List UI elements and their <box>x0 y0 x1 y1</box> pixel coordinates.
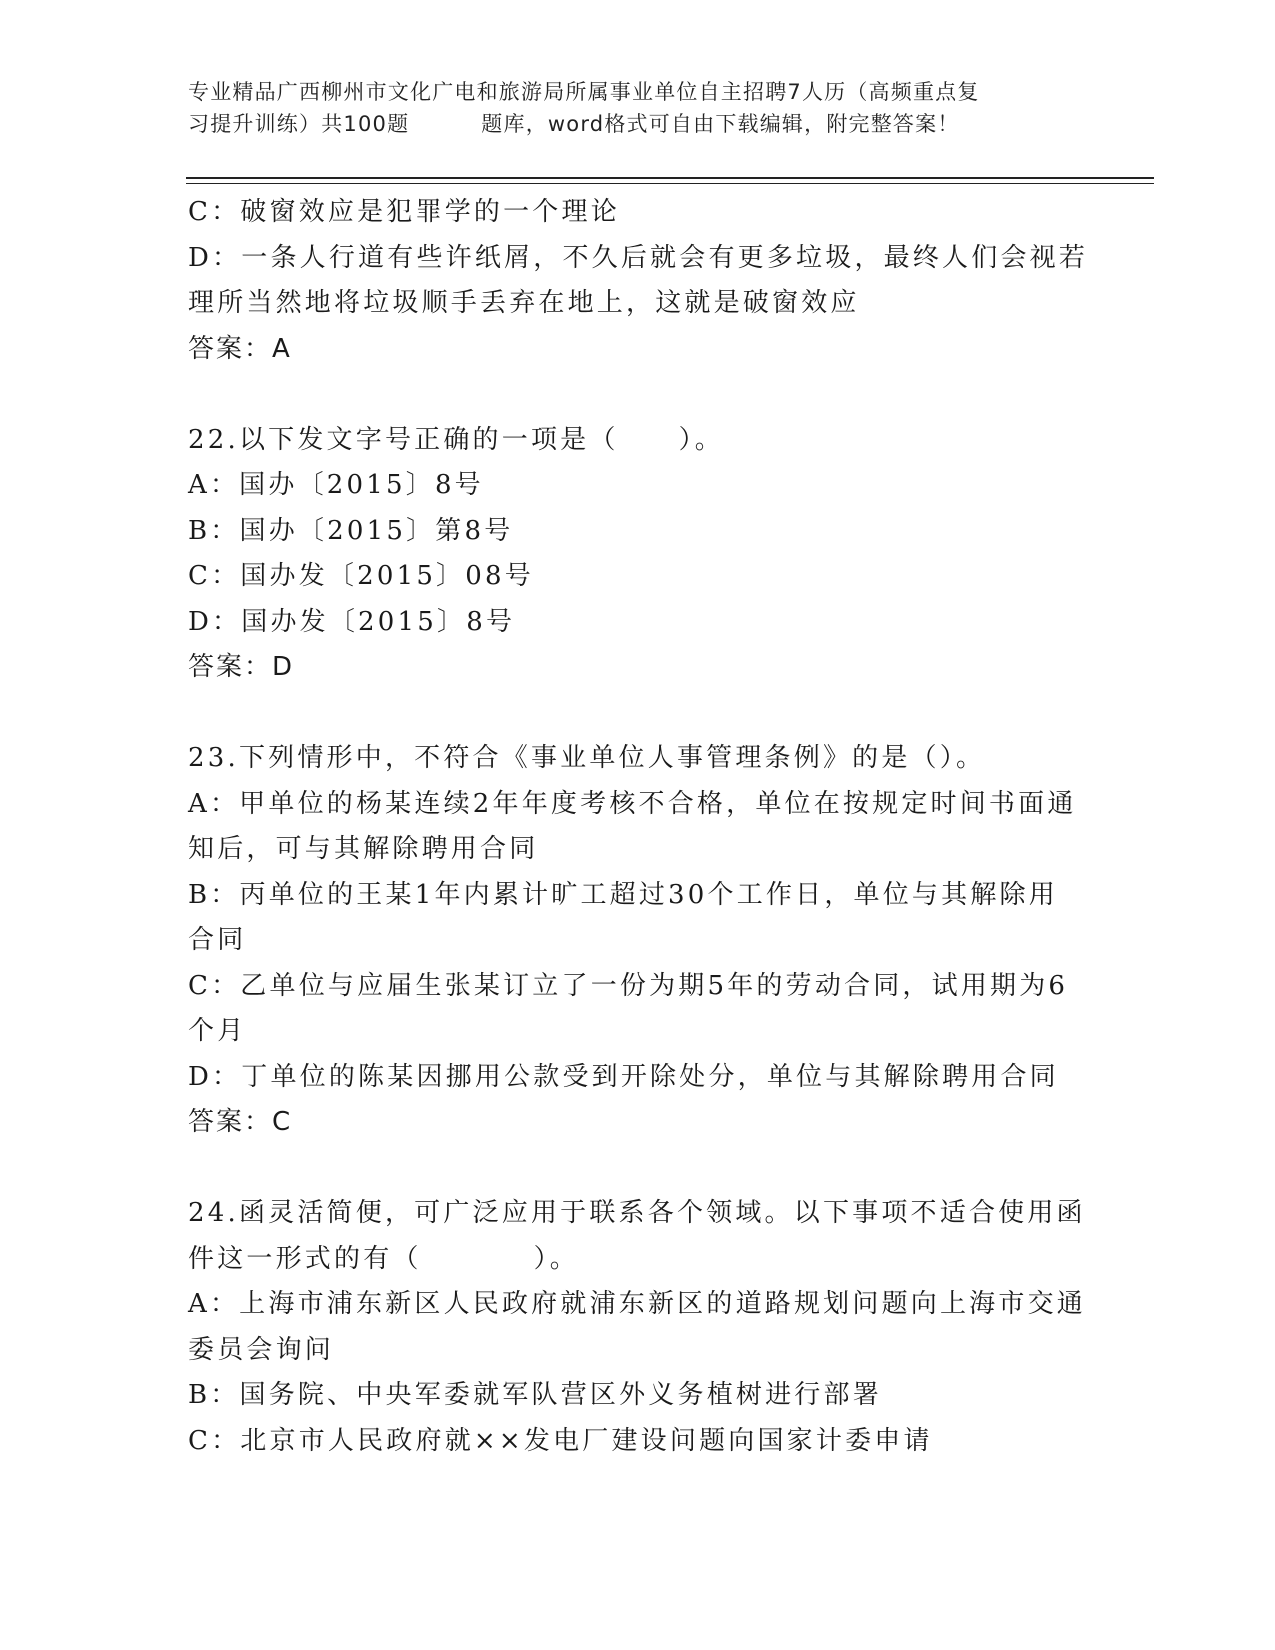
page-header <box>188 76 1088 140</box>
question-content <box>188 190 1088 1464</box>
option-b: B：国办〔2015〕第8号 <box>188 515 514 546</box>
question-stem-part-b: ）。 <box>533 1243 580 1274</box>
question-stem-line-2 <box>188 1237 1088 1283</box>
option-c-line-1: C：乙单位与应届生张某订立了一份为期5年的劳动合同，试用期为6 <box>188 970 1069 1001</box>
answer: 答案：D <box>188 652 295 682</box>
option-d: D：国办发〔2015〕8号 <box>188 606 516 637</box>
question-stem-part-a: 22.以下发文字号正确的一项是（ <box>188 424 619 455</box>
question-21-continued <box>188 190 1088 372</box>
spacer <box>188 372 1088 418</box>
question-22 <box>188 418 1088 691</box>
answer: 答案：C <box>188 1107 293 1137</box>
header-title-part-a: 习提升训练）共100题 <box>188 112 410 136</box>
option-c: C：国办发〔2015〕08号 <box>188 561 534 591</box>
header-rule-thick <box>186 177 1154 179</box>
answer: 答案：A <box>188 333 292 364</box>
option-d-line-1: D：一条人行道有些许纸屑，不久后就会有更多垃圾，最终人们会视若 <box>188 242 1089 273</box>
option-c-line-2: 个月 <box>188 1016 247 1046</box>
question-stem-part-a: 件这一形式的有（ <box>188 1243 422 1274</box>
option-b-line-2: 合同 <box>188 925 247 955</box>
spacer <box>188 691 1088 737</box>
option-b: B：国务院、中央军委就军队营区外义务植树进行部署 <box>188 1380 882 1410</box>
question-23 <box>188 736 1088 1146</box>
header-title-line-2 <box>188 108 1088 140</box>
option-b-line-1: B：丙单位的王某1年内累计旷工超过30个工作日，单位与其解除用 <box>188 879 1058 910</box>
question-24 <box>188 1191 1088 1464</box>
option-a: A：国办〔2015〕8号 <box>188 470 484 500</box>
option-d-line-2: 理所当然地将垃圾顺手丢弃在地上，这就是破窗效应 <box>188 288 860 318</box>
option-a-line-2: 知后，可与其解除聘用合同 <box>188 834 539 864</box>
header-rule-thin <box>186 183 1154 184</box>
question-stem <box>188 418 1088 464</box>
question-stem-line-1: 24.函灵活简便，可广泛应用于联系各个领域。以下事项不适合使用函 <box>188 1198 1086 1228</box>
question-stem-part-b: ）。 <box>678 424 724 455</box>
option-d: D：丁单位的陈某因挪用公款受到开除处分，单位与其解除聘用合同 <box>188 1061 1059 1092</box>
question-stem: 23.下列情形中，不符合《事业单位人事管理条例》的是（）。 <box>188 743 986 773</box>
option-c: C：北京市人民政府就××发电厂建设问题向国家计委申请 <box>188 1425 933 1456</box>
spacer <box>188 1146 1088 1192</box>
option-a-line-2: 委员会询问 <box>188 1334 335 1365</box>
option-a-line-1: A：甲单位的杨某连续2年年度考核不合格，单位在按规定时间书面通 <box>188 788 1077 819</box>
header-title-part-b: 题库，word格式可自由下载编辑，附完整答案！ <box>481 112 960 136</box>
option-c: C：破窗效应是犯罪学的一个理论 <box>188 197 620 227</box>
header-title-line-1: 专业精品广西柳州市文化广电和旅游局所属事业单位自主招聘7人历（高频重点复 <box>188 80 980 104</box>
option-a-line-1: A：上海市浦东新区人民政府就浦东新区的道路规划问题向上海市交通 <box>188 1289 1086 1319</box>
